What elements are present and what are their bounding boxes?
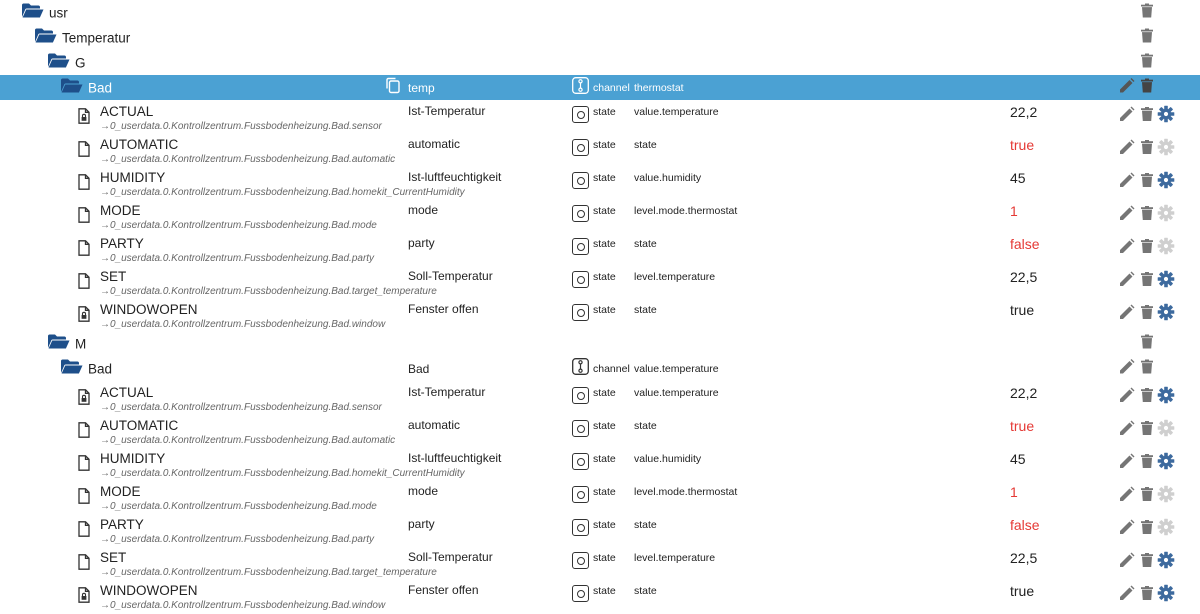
alias-path: →0_userdata.0.Kontrollzentrum.Fussbodenheizung.Bad.window	[100, 600, 386, 611]
state-type-icon	[572, 552, 589, 570]
settings-gear-icon[interactable]	[1158, 387, 1174, 408]
state-row[interactable]	[0, 298, 1200, 331]
object-role: state	[634, 139, 657, 151]
object-type: channel	[593, 81, 630, 94]
object-type: state	[593, 453, 616, 465]
object-type: state	[593, 486, 616, 498]
state-value[interactable]: 22,5	[1010, 550, 1038, 566]
state-type-icon	[572, 585, 589, 603]
state-type-icon	[572, 139, 589, 157]
settings-gear-icon[interactable]	[1158, 585, 1174, 606]
folder-name[interactable]: Temperatur	[62, 30, 131, 45]
state-value[interactable]: false	[1010, 517, 1040, 533]
state-id[interactable]: AUTOMATIC	[100, 137, 179, 152]
folder-row[interactable]	[0, 25, 1200, 50]
state-value[interactable]: 1	[1010, 203, 1018, 219]
state-type-icon	[572, 420, 589, 438]
settings-gear-icon[interactable]	[1158, 552, 1174, 573]
folder-name[interactable]: G	[75, 55, 86, 70]
delete-trash-icon[interactable]	[1141, 388, 1153, 407]
folder-icon[interactable]	[61, 359, 83, 378]
file-icon[interactable]	[78, 240, 90, 261]
object-role: state	[634, 420, 657, 432]
delete-trash-icon[interactable]	[1141, 454, 1153, 473]
settings-gear-icon[interactable]	[1158, 453, 1174, 474]
object-role: state	[634, 304, 657, 316]
object-name: mode	[408, 484, 439, 498]
edit-pencil-icon[interactable]	[1120, 487, 1134, 506]
state-value[interactable]: 1	[1010, 484, 1018, 500]
object-role: state	[634, 238, 657, 250]
delete-trash-icon[interactable]	[1141, 487, 1153, 506]
state-type-icon	[572, 453, 589, 471]
edit-pencil-icon[interactable]	[1120, 586, 1134, 605]
file-icon[interactable]	[78, 108, 90, 129]
object-name: Fenster offen	[408, 302, 479, 316]
delete-trash-icon[interactable]	[1141, 334, 1153, 353]
alias-path: →0_userdata.0.Kontrollzentrum.Fussbodenheizung.Bad.homekit_CurrentHumidity	[100, 187, 465, 198]
object-name: Fenster offen	[408, 583, 479, 597]
channel-type-icon	[572, 77, 589, 99]
object-role: value.humidity	[634, 453, 702, 465]
file-icon[interactable]	[78, 306, 90, 327]
state-row[interactable]	[0, 133, 1200, 166]
object-type: state	[593, 238, 616, 250]
object-role: value.temperature	[634, 106, 719, 118]
delete-trash-icon[interactable]	[1141, 239, 1153, 258]
folder-row[interactable]	[0, 356, 1200, 381]
delete-trash-icon[interactable]	[1141, 78, 1153, 97]
alias-path: →0_userdata.0.Kontrollzentrum.Fussbodenheizung.Bad.sensor	[100, 121, 382, 132]
object-name: Bad	[408, 361, 430, 376]
delete-trash-icon[interactable]	[1141, 586, 1153, 605]
file-icon[interactable]	[78, 141, 90, 162]
edit-pencil-icon[interactable]	[1120, 107, 1134, 126]
object-name: mode	[408, 203, 439, 217]
edit-pencil-icon[interactable]	[1120, 305, 1134, 324]
object-type: channel	[593, 362, 630, 375]
state-value[interactable]: 45	[1010, 451, 1026, 467]
file-icon[interactable]	[78, 422, 90, 443]
delete-trash-icon[interactable]	[1141, 53, 1153, 72]
object-name: Soll-Temperatur	[408, 269, 493, 283]
state-row[interactable]	[0, 381, 1200, 414]
delete-trash-icon[interactable]	[1141, 305, 1153, 324]
object-name: party	[408, 236, 435, 250]
object-role: state	[634, 519, 657, 531]
state-id[interactable]: HUMIDITY	[100, 451, 166, 466]
object-type: state	[593, 106, 616, 118]
state-row[interactable]	[0, 447, 1200, 480]
file-icon[interactable]	[78, 521, 90, 542]
object-role: level.temperature	[634, 552, 716, 564]
file-icon[interactable]	[78, 488, 90, 509]
settings-gear-icon[interactable]	[1158, 420, 1174, 441]
object-name: Ist-luftfeuchtigkeit	[408, 451, 502, 465]
file-icon[interactable]	[78, 174, 90, 195]
object-type: state	[593, 139, 616, 151]
object-type: state	[593, 304, 616, 316]
edit-pencil-icon[interactable]	[1120, 173, 1134, 192]
state-id[interactable]: PARTY	[100, 236, 144, 251]
state-id[interactable]: PARTY	[100, 517, 144, 532]
object-type: state	[593, 420, 616, 432]
copy-icon[interactable]	[386, 77, 400, 98]
state-type-icon	[572, 106, 589, 124]
state-id[interactable]: MODE	[100, 484, 141, 499]
settings-gear-icon[interactable]	[1158, 238, 1174, 259]
file-icon[interactable]	[78, 587, 90, 608]
folder-name[interactable]: M	[75, 336, 87, 351]
alias-path: →0_userdata.0.Kontrollzentrum.Fussbodenheizung.Bad.target_temperature	[100, 567, 437, 578]
file-icon[interactable]	[78, 273, 90, 294]
edit-pencil-icon[interactable]	[1120, 388, 1134, 407]
state-value[interactable]: 22,5	[1010, 269, 1038, 285]
alias-path: →0_userdata.0.Kontrollzentrum.Fussbodenheizung.Bad.automatic	[100, 154, 396, 165]
edit-pencil-icon[interactable]	[1120, 520, 1134, 539]
state-type-icon	[572, 519, 589, 537]
state-value[interactable]: 22,2	[1010, 104, 1038, 120]
delete-trash-icon[interactable]	[1141, 520, 1153, 539]
object-role: thermostat	[634, 81, 684, 94]
state-value[interactable]: 22,2	[1010, 385, 1038, 401]
object-type: state	[593, 552, 616, 564]
folder-icon[interactable]	[48, 334, 70, 353]
delete-trash-icon[interactable]	[1141, 107, 1153, 126]
delete-trash-icon[interactable]	[1141, 553, 1153, 572]
edit-pencil-icon[interactable]	[1120, 421, 1134, 440]
alias-path: →0_userdata.0.Kontrollzentrum.Fussbodenheizung.Bad.homekit_CurrentHumidity	[100, 468, 465, 479]
folder-name[interactable]: usr	[49, 5, 68, 20]
settings-gear-icon[interactable]	[1158, 486, 1174, 507]
delete-trash-icon[interactable]	[1141, 272, 1153, 291]
file-icon[interactable]	[78, 554, 90, 575]
state-row[interactable]	[0, 166, 1200, 199]
edit-pencil-icon[interactable]	[1120, 206, 1134, 225]
object-role: level.mode.thermostat	[634, 205, 738, 217]
settings-gear-icon[interactable]	[1158, 271, 1174, 292]
state-id[interactable]: HUMIDITY	[100, 170, 166, 185]
settings-gear-icon[interactable]	[1158, 519, 1174, 540]
alias-path: →0_userdata.0.Kontrollzentrum.Fussbodenheizung.Bad.mode	[100, 501, 377, 512]
object-role: value.temperature	[634, 362, 719, 375]
file-icon[interactable]	[78, 389, 90, 410]
folder-row[interactable]	[0, 50, 1200, 75]
object-type: state	[593, 519, 616, 531]
state-type-icon	[572, 205, 589, 223]
object-name: party	[408, 517, 435, 531]
object-name: Soll-Temperatur	[408, 550, 493, 564]
alias-path: →0_userdata.0.Kontrollzentrum.Fussbodenheizung.Bad.party	[100, 534, 375, 545]
alias-path: →0_userdata.0.Kontrollzentrum.Fussbodenheizung.Bad.target_temperature	[100, 286, 437, 297]
object-name: Ist-Temperatur	[408, 385, 486, 399]
state-type-icon	[572, 172, 589, 190]
settings-gear-icon[interactable]	[1158, 172, 1174, 193]
edit-pencil-icon[interactable]	[1120, 239, 1134, 258]
delete-trash-icon[interactable]	[1141, 421, 1153, 440]
state-type-icon	[572, 387, 589, 405]
object-type: state	[593, 387, 616, 399]
object-role: level.mode.thermostat	[634, 486, 738, 498]
alias-path: →0_userdata.0.Kontrollzentrum.Fussbodenheizung.Bad.window	[100, 319, 386, 330]
delete-trash-icon[interactable]	[1141, 206, 1153, 225]
object-role: value.humidity	[634, 172, 702, 184]
object-type: state	[593, 172, 616, 184]
state-row[interactable]	[0, 199, 1200, 232]
folder-icon[interactable]	[35, 28, 57, 47]
alias-path: →0_userdata.0.Kontrollzentrum.Fussbodenheizung.Bad.automatic	[100, 435, 396, 446]
state-value[interactable]: false	[1010, 236, 1040, 252]
state-id[interactable]: SET	[100, 550, 127, 565]
delete-trash-icon[interactable]	[1141, 28, 1153, 47]
object-role: value.temperature	[634, 387, 719, 399]
state-id[interactable]: WINDOWOPEN	[100, 583, 198, 598]
folder-row[interactable]	[0, 331, 1200, 356]
file-icon[interactable]	[78, 455, 90, 476]
state-row[interactable]	[0, 546, 1200, 579]
state-id[interactable]: AUTOMATIC	[100, 418, 179, 433]
alias-path: →0_userdata.0.Kontrollzentrum.Fussbodenheizung.Bad.sensor	[100, 402, 382, 413]
file-icon[interactable]	[78, 207, 90, 228]
state-id[interactable]: SET	[100, 269, 127, 284]
state-type-icon	[572, 238, 589, 256]
state-value[interactable]: true	[1010, 137, 1035, 153]
object-type: state	[593, 205, 616, 217]
object-type: state	[593, 585, 616, 597]
object-name: automatic	[408, 137, 461, 151]
folder-icon[interactable]	[61, 78, 83, 97]
state-row[interactable]	[0, 513, 1200, 546]
delete-trash-icon[interactable]	[1141, 359, 1153, 378]
state-row[interactable]	[0, 100, 1200, 133]
object-name: temp	[408, 80, 435, 95]
object-name: automatic	[408, 418, 461, 432]
state-id[interactable]: MODE	[100, 203, 141, 218]
state-id[interactable]: WINDOWOPEN	[100, 302, 198, 317]
alias-path: →0_userdata.0.Kontrollzentrum.Fussbodenheizung.Bad.party	[100, 253, 375, 264]
state-id[interactable]: ACTUAL	[100, 385, 154, 400]
edit-pencil-icon[interactable]	[1120, 272, 1134, 291]
state-type-icon	[572, 271, 589, 289]
state-row[interactable]	[0, 232, 1200, 265]
folder-icon[interactable]	[48, 53, 70, 72]
channel-type-icon	[572, 358, 589, 380]
state-value[interactable]: true	[1010, 418, 1035, 434]
edit-pencil-icon[interactable]	[1120, 553, 1134, 572]
state-row[interactable]	[0, 414, 1200, 447]
state-value[interactable]: true	[1010, 583, 1035, 599]
state-row[interactable]	[0, 265, 1200, 298]
folder-name[interactable]: Bad	[88, 361, 113, 376]
object-name: Ist-luftfeuchtigkeit	[408, 170, 502, 184]
object-role: level.temperature	[634, 271, 716, 283]
state-row[interactable]	[0, 579, 1200, 612]
settings-gear-icon[interactable]	[1158, 139, 1174, 160]
folder-name[interactable]: Bad	[88, 80, 113, 95]
alias-path: →0_userdata.0.Kontrollzentrum.Fussbodenheizung.Bad.mode	[100, 220, 377, 231]
state-row[interactable]	[0, 480, 1200, 513]
folder-row[interactable]	[0, 0, 1200, 25]
state-id[interactable]: ACTUAL	[100, 104, 154, 119]
object-role: state	[634, 585, 657, 597]
state-value[interactable]: true	[1010, 302, 1035, 318]
state-type-icon	[572, 486, 589, 504]
delete-trash-icon[interactable]	[1141, 3, 1153, 22]
settings-gear-icon[interactable]	[1158, 304, 1174, 325]
folder-icon[interactable]	[22, 3, 44, 22]
edit-pencil-icon[interactable]	[1120, 359, 1134, 378]
settings-gear-icon[interactable]	[1158, 205, 1174, 226]
folder-row[interactable]	[0, 75, 1200, 100]
edit-pencil-icon[interactable]	[1120, 78, 1134, 97]
object-name: Ist-Temperatur	[408, 104, 486, 118]
settings-gear-icon[interactable]	[1158, 106, 1174, 127]
edit-pencil-icon[interactable]	[1120, 140, 1134, 159]
object-type: state	[593, 271, 616, 283]
delete-trash-icon[interactable]	[1141, 173, 1153, 192]
edit-pencil-icon[interactable]	[1120, 454, 1134, 473]
delete-trash-icon[interactable]	[1141, 140, 1153, 159]
state-type-icon	[572, 304, 589, 322]
state-value[interactable]: 45	[1010, 170, 1026, 186]
